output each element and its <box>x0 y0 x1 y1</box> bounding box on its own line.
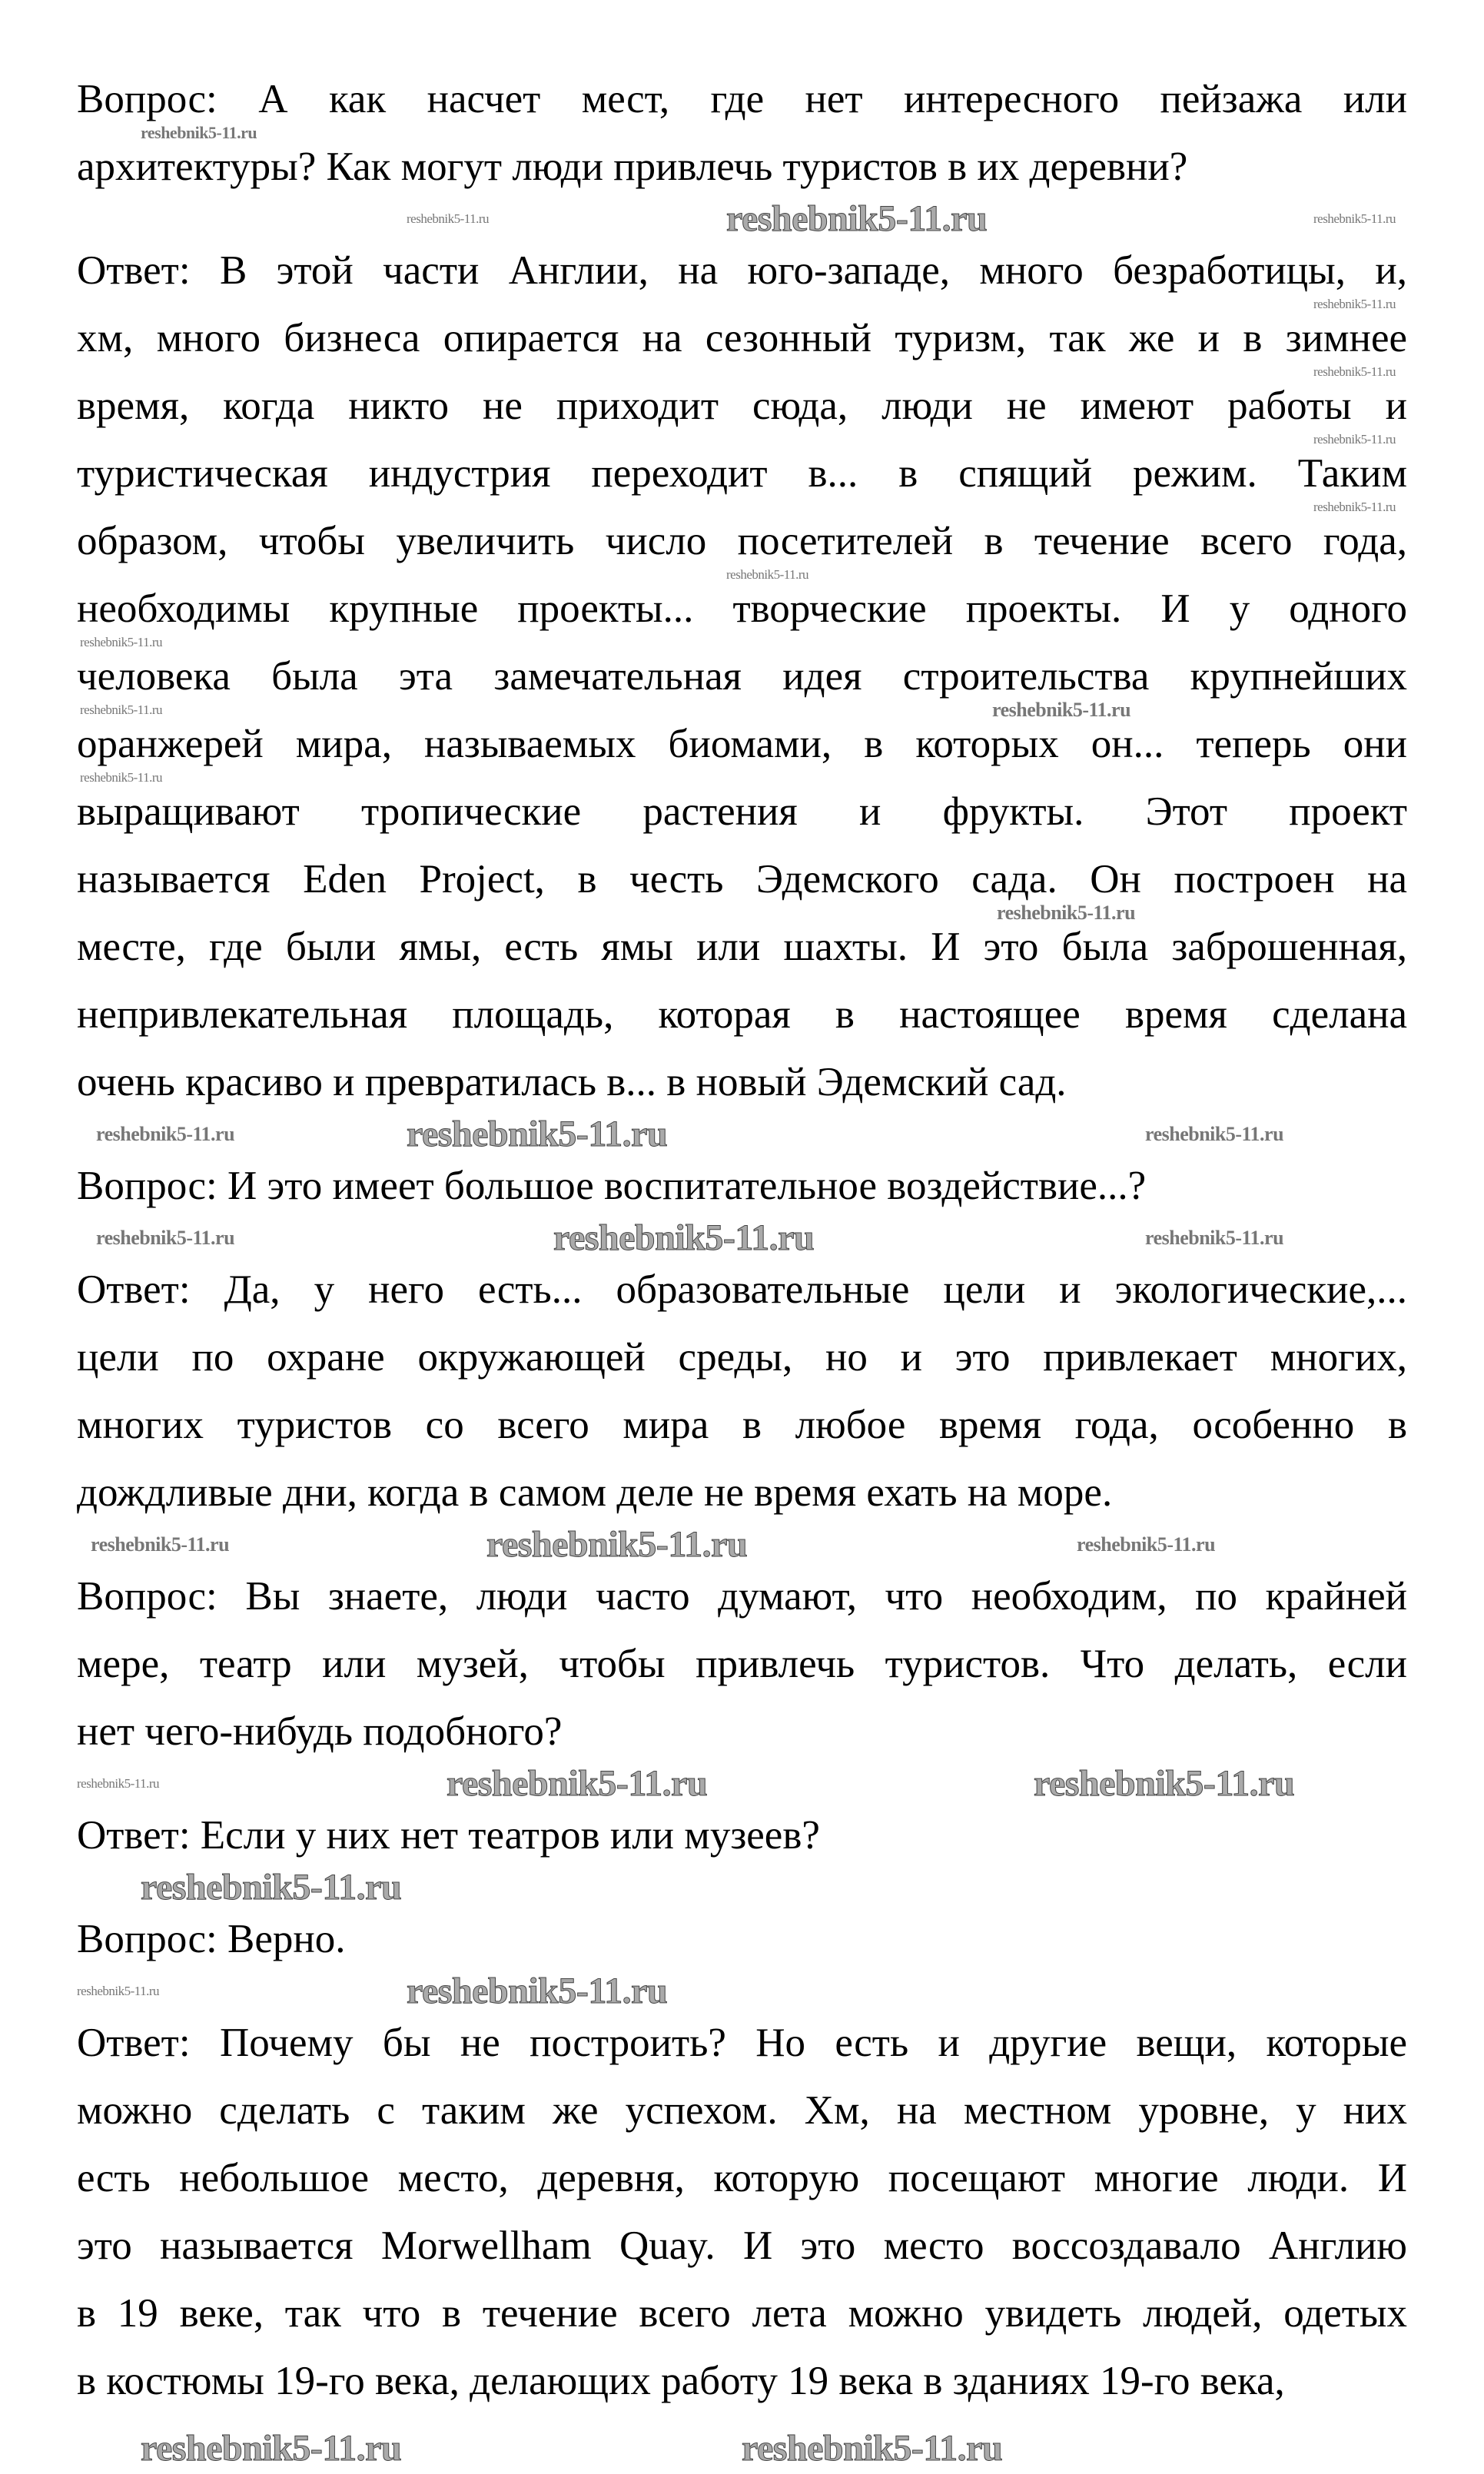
text-line: Вопрос: И это имеет большое воспитательное воздействие...? <box>77 1164 1147 1208</box>
watermark: reshebnik5-11.ru <box>407 1114 668 1154</box>
watermark: reshebnik5-11.ru <box>80 702 163 717</box>
watermark: reshebnik5-11.ru <box>407 1971 668 2011</box>
watermark: reshebnik5-11.ru <box>91 1533 230 1556</box>
paragraph <box>77 1918 1407 1985</box>
text-line: непривлекательная площадь, которая в настоящее время сделана <box>77 992 1407 1037</box>
text-line: архитектуры? Как могут люди привлечь туристов в их деревни? <box>77 144 1188 189</box>
watermark: reshebnik5-11.ru <box>992 699 1131 721</box>
text-line: цели по охране окружающей среды, но и это привлекает многих, <box>77 1335 1407 1380</box>
watermark: reshebnik5-11.ru <box>997 902 1136 924</box>
paragraph <box>77 2021 1407 2427</box>
watermark: reshebnik5-11.ru <box>1313 500 1396 514</box>
watermark: reshebnik5-11.ru <box>447 1763 708 1804</box>
watermark: reshebnik5-11.ru <box>141 2428 402 2469</box>
text-line: это называется Morwellham Quay. И это место воссоздавало Англию <box>77 2223 1407 2268</box>
watermark: reshebnik5-11.ru <box>1313 211 1396 226</box>
text-line: очень красиво и превратилась в... в новый Эдемский сад. <box>77 1060 1067 1104</box>
watermark: reshebnik5-11.ru <box>77 1776 160 1791</box>
text-line: месте, где были ямы, есть ямы или шахты. И это была заброшенная, <box>77 925 1407 969</box>
text-line: Вопрос: Верно. <box>77 1917 346 1961</box>
watermark: reshebnik5-11.ru <box>486 1524 748 1565</box>
document-body <box>77 78 1407 2463</box>
watermark: reshebnik5-11.ru <box>1313 364 1396 379</box>
text-line: нет чего-нибудь подобного? <box>77 1709 563 1754</box>
watermark: reshebnik5-11.ru <box>1145 1227 1284 1249</box>
text-line: выращивают тропические растения и фрукты. Этот проект <box>77 789 1407 834</box>
text-line: хм, много бизнеса опирается на сезонный туризм, так же и в зимнее <box>77 316 1407 360</box>
paragraph <box>77 249 1407 1128</box>
watermark: reshebnik5-11.ru <box>141 123 257 142</box>
watermark: reshebnik5-11.ru <box>80 770 163 785</box>
watermark: reshebnik5-11.ru <box>726 567 809 582</box>
text-line: называется Eden Project, в честь Эдемского сада. Он построен на <box>77 857 1407 902</box>
watermark: reshebnik5-11.ru <box>1145 1123 1284 1145</box>
paragraph <box>77 1268 1407 1539</box>
paragraph <box>77 78 1407 213</box>
watermark: reshebnik5-11.ru <box>553 1217 815 1258</box>
text-line: человека была эта замечательная идея строительства крупнейших <box>77 654 1407 699</box>
text-line: Вопрос: А как насчет мест, где нет интересного пейзажа или <box>77 77 1407 121</box>
paragraph <box>77 1575 1407 1778</box>
text-line: Ответ: Почему бы не построить? Но есть и другие вещи, которые <box>77 2021 1407 2065</box>
watermark: reshebnik5-11.ru <box>407 211 490 226</box>
watermark: reshebnik5-11.ru <box>1313 432 1396 447</box>
watermark: reshebnik5-11.ru <box>742 2428 1003 2469</box>
text-line: есть небольшое место, деревня, которую посещают многие люди. И <box>77 2156 1407 2200</box>
text-line: Ответ: Да, у него есть... образовательные цели и экологические,... <box>77 1267 1407 1312</box>
text-line: дождливые дни, когда в самом деле не время ехать на море. <box>77 1470 1113 1515</box>
watermark: reshebnik5-11.ru <box>96 1227 235 1249</box>
watermark: reshebnik5-11.ru <box>80 635 163 649</box>
text-line: время, когда никто не приходит сюда, люди не имеют работы и <box>77 384 1407 428</box>
watermark: reshebnik5-11.ru <box>141 1867 402 1908</box>
watermark: reshebnik5-11.ru <box>1313 297 1396 311</box>
text-line: оранжерей мира, называемых биомами, в которых он... теперь они <box>77 722 1407 766</box>
watermark: reshebnik5-11.ru <box>96 1123 235 1145</box>
text-line: Ответ: В этой части Англии, на юго-западе, много безработицы, и, <box>77 248 1407 293</box>
text-line: Ответ: Если у них нет театров или музеев? <box>77 1813 820 1858</box>
text-line: многих туристов со всего мира в любое время года, особенно в <box>77 1403 1407 1447</box>
text-line: Вопрос: Вы знаете, люди часто думают, что необходим, по крайней <box>77 1574 1407 1619</box>
text-line: туристическая индустрия переходит в... в спящий режим. Таким <box>77 451 1407 496</box>
text-line: можно сделать с таким же успехом. Хм, на местном уровне, у них <box>77 2088 1407 2133</box>
watermark: reshebnik5-11.ru <box>77 1984 160 1998</box>
text-line: в 19 веке, так что в течение всего лета можно увидеть людей, одетых <box>77 2291 1407 2336</box>
watermark: reshebnik5-11.ru <box>726 198 988 239</box>
text-line: образом, чтобы увеличить число посетителей в течение всего года, <box>77 519 1407 563</box>
text-line: мере, театр или музей, чтобы привлечь туристов. Что делать, если <box>77 1642 1407 1686</box>
text-line: в костюмы 19-го века, делающих работу 19 века в зданиях 19-го века, <box>77 2359 1285 2403</box>
watermark: reshebnik5-11.ru <box>1034 1763 1295 1804</box>
text-line: необходимы крупные проекты... творческие проекты. И у одного <box>77 586 1407 631</box>
watermark: reshebnik5-11.ru <box>1077 1533 1216 1556</box>
